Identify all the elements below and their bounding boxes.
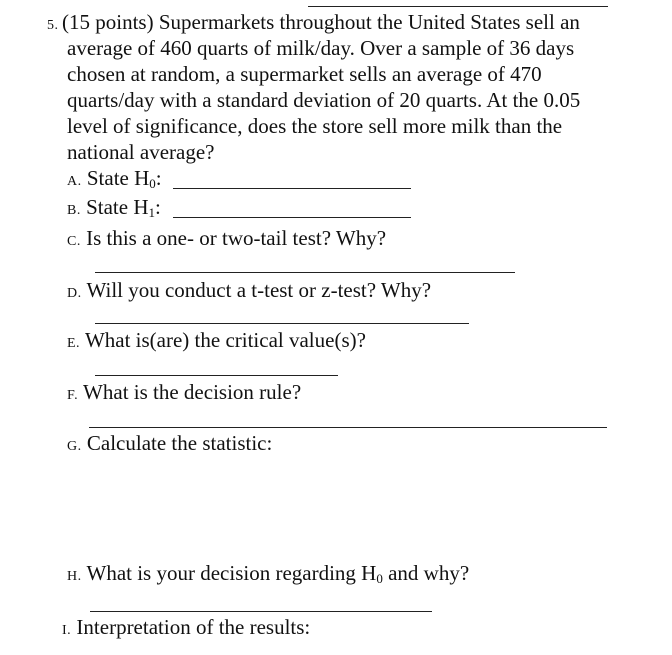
part-h — [67, 561, 469, 589]
answer-line-b[interactable] — [173, 217, 411, 218]
part-d — [67, 278, 431, 306]
answer-line-f[interactable] — [89, 427, 607, 428]
part-e-text: What is(are) the critical value(s)? — [84, 328, 366, 352]
part-e-letter: E. — [67, 336, 81, 351]
part-c-letter: C. — [67, 234, 81, 249]
part-f-text: What is the decision rule? — [83, 380, 302, 404]
part-a-subscript: 0 — [149, 176, 156, 191]
part-b — [67, 195, 161, 223]
part-b-text: State H — [86, 195, 149, 219]
part-b-letter: B. — [67, 203, 81, 218]
part-f — [67, 380, 301, 408]
part-g-text: Calculate the statistic: — [86, 431, 273, 455]
answer-line-d[interactable] — [95, 323, 469, 324]
part-g-letter: G. — [67, 439, 82, 454]
part-f-letter: F. — [67, 388, 79, 403]
part-b-subscript: 1 — [148, 205, 155, 220]
part-g — [67, 431, 272, 459]
question-line-1: (15 points) Supermarkets throughout the United States sell an — [62, 10, 580, 34]
part-d-letter: D. — [67, 286, 82, 301]
part-b-colon: : — [155, 195, 161, 219]
question-line-5: level of significance, does the store sell more milk than the — [67, 114, 563, 138]
question-line-4: quarts/day with a standard deviation of 20 quarts. At the 0.05 — [67, 88, 581, 112]
part-i-letter: I. — [62, 623, 72, 638]
answer-line-c[interactable] — [95, 272, 515, 273]
answer-line-h[interactable] — [90, 611, 432, 612]
part-d-text: Will you conduct a t-test or z-test? Why? — [86, 278, 432, 302]
answer-line-a[interactable] — [173, 188, 411, 189]
question-line-3: chosen at random, a supermarket sells an average of 470 — [67, 62, 542, 86]
question-line-6: national average? — [67, 140, 215, 164]
part-c — [67, 226, 386, 254]
part-a-letter: A. — [67, 174, 82, 189]
part-h-text: What is your decision regarding H — [86, 561, 377, 585]
question-line-2: average of 460 quarts of milk/day. Over a sample of 36 days — [67, 36, 575, 60]
part-a-text: State H — [86, 166, 150, 190]
top-rule — [308, 6, 608, 7]
part-a-colon: : — [155, 166, 162, 190]
part-i — [62, 615, 310, 643]
part-h-letter: H. — [67, 569, 82, 584]
answer-line-e[interactable] — [95, 375, 338, 376]
part-c-text: Is this a one- or two-tail test? Why? — [86, 226, 387, 250]
question-number: 5. — [47, 18, 59, 33]
part-h-tail: and why? — [382, 561, 470, 585]
part-i-text: Interpretation of the results: — [76, 615, 311, 639]
part-e — [67, 328, 366, 356]
part-a — [67, 166, 162, 194]
part-h-subscript: 0 — [376, 571, 383, 586]
